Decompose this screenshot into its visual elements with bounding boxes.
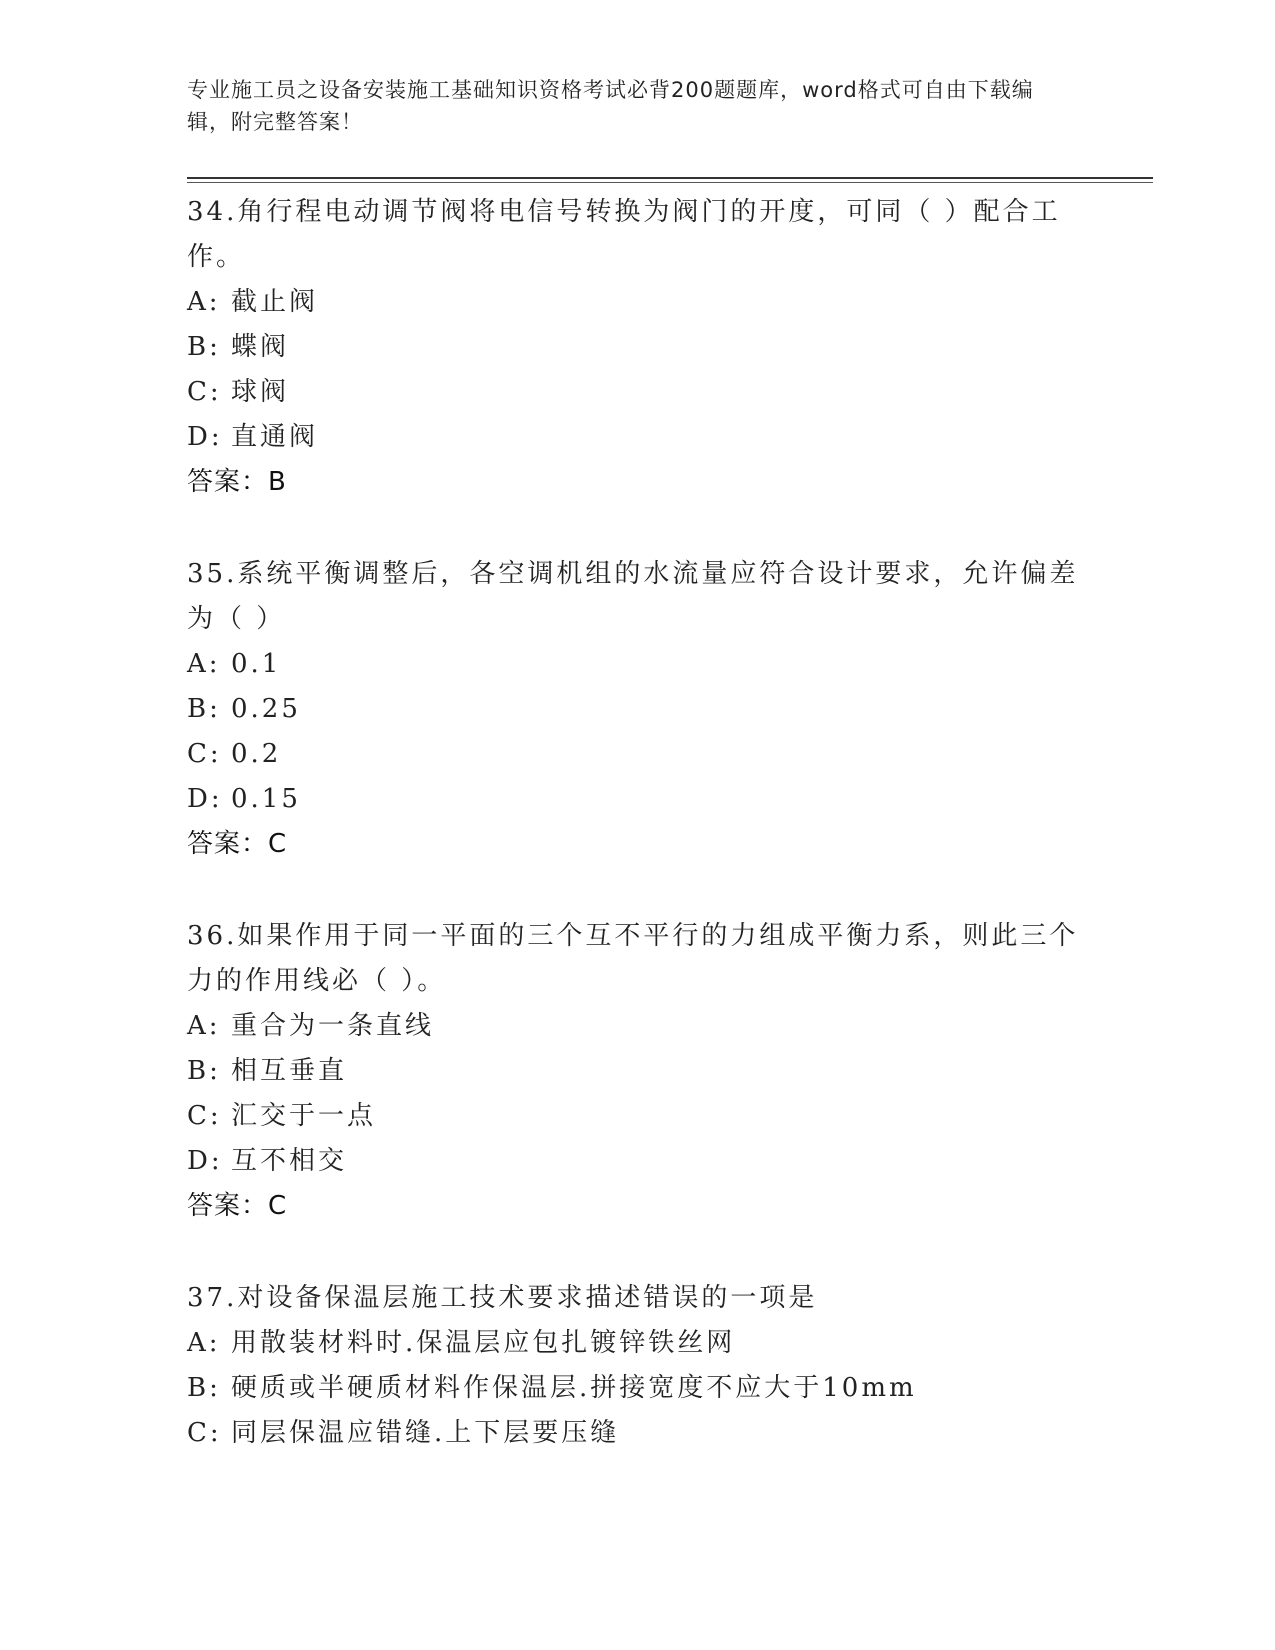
option-letter: A: [187, 1011, 221, 1041]
option-b [187, 687, 1087, 732]
question-text: 35.系统平衡调整后，各空调机组的水流量应符合设计要求，允许偏差为（ ） [187, 559, 1079, 634]
option-text: 0.15 [231, 784, 301, 814]
option-letter: C: [187, 377, 222, 407]
option-text: 0.2 [231, 739, 282, 769]
option-letter: C: [187, 1418, 222, 1448]
option-b [187, 1049, 1087, 1094]
question-36 [187, 914, 1087, 1229]
option-text: 相互垂直 [231, 1056, 348, 1086]
document-header: 专业施工员之设备安装施工基础知识资格考试必背200题题库，word格式可自由下载编辑，附完整答案！ [187, 78, 1034, 134]
question-text: 34.角行程电动调节阀将电信号转换为阀门的开度，可同（ ）配合工作。 [187, 197, 1061, 272]
option-text: 截止阀 [231, 287, 319, 317]
option-c [187, 1094, 1087, 1139]
question-37 [187, 1276, 1087, 1456]
question-spacer [187, 867, 1087, 914]
option-letter: C: [187, 1101, 222, 1131]
option-c [187, 370, 1087, 415]
option-b [187, 325, 1087, 370]
option-c [187, 732, 1087, 777]
option-b [187, 1366, 1087, 1411]
answer-text: 答案：C [187, 829, 288, 859]
option-letter: B: [187, 1373, 221, 1403]
option-text: 汇交于一点 [231, 1101, 377, 1131]
option-letter: A: [187, 649, 221, 679]
header-rule-thick [187, 177, 1153, 179]
option-d [187, 415, 1087, 460]
header-rule-thin [187, 182, 1153, 183]
option-a [187, 280, 1087, 325]
option-d [187, 1139, 1087, 1184]
option-letter: A: [187, 1328, 221, 1358]
option-text: 蝶阀 [231, 332, 290, 362]
question-spacer [187, 505, 1087, 552]
option-c [187, 1411, 1087, 1456]
question-text: 36.如果作用于同一平面的三个互不平行的力组成平衡力系，则此三个力的作用线必（ ）。 [187, 921, 1079, 996]
option-text: 用散装材料时.保温层应包扎镀锌铁丝网 [231, 1328, 736, 1358]
option-letter: D: [187, 422, 223, 452]
option-text: 硬质或半硬质材料作保温层.拼接宽度不应大于10mm [231, 1373, 917, 1403]
option-letter: C: [187, 739, 222, 769]
option-text: 0.25 [231, 694, 301, 724]
option-letter: B: [187, 694, 221, 724]
option-letter: D: [187, 1146, 223, 1176]
option-text: 重合为一条直线 [231, 1011, 435, 1041]
answer-text: 答案：C [187, 1191, 288, 1221]
question-list [187, 190, 1087, 1456]
question-35 [187, 552, 1087, 867]
option-a [187, 642, 1087, 687]
answer-text: 答案：B [187, 467, 287, 497]
option-text: 直通阀 [231, 422, 319, 452]
option-letter: A: [187, 287, 221, 317]
option-text: 互不相交 [231, 1146, 348, 1176]
option-text: 0.1 [231, 649, 282, 679]
option-text: 球阀 [231, 377, 290, 407]
question-text: 37.对设备保温层施工技术要求描述错误的一项是 [187, 1283, 818, 1313]
option-a [187, 1321, 1087, 1366]
question-34 [187, 190, 1087, 505]
option-a [187, 1004, 1087, 1049]
question-spacer [187, 1229, 1087, 1276]
option-letter: D: [187, 784, 223, 814]
option-d [187, 777, 1087, 822]
option-letter: B: [187, 1056, 221, 1086]
option-letter: B: [187, 332, 221, 362]
option-text: 同层保温应错缝.上下层要压缝 [231, 1418, 620, 1448]
